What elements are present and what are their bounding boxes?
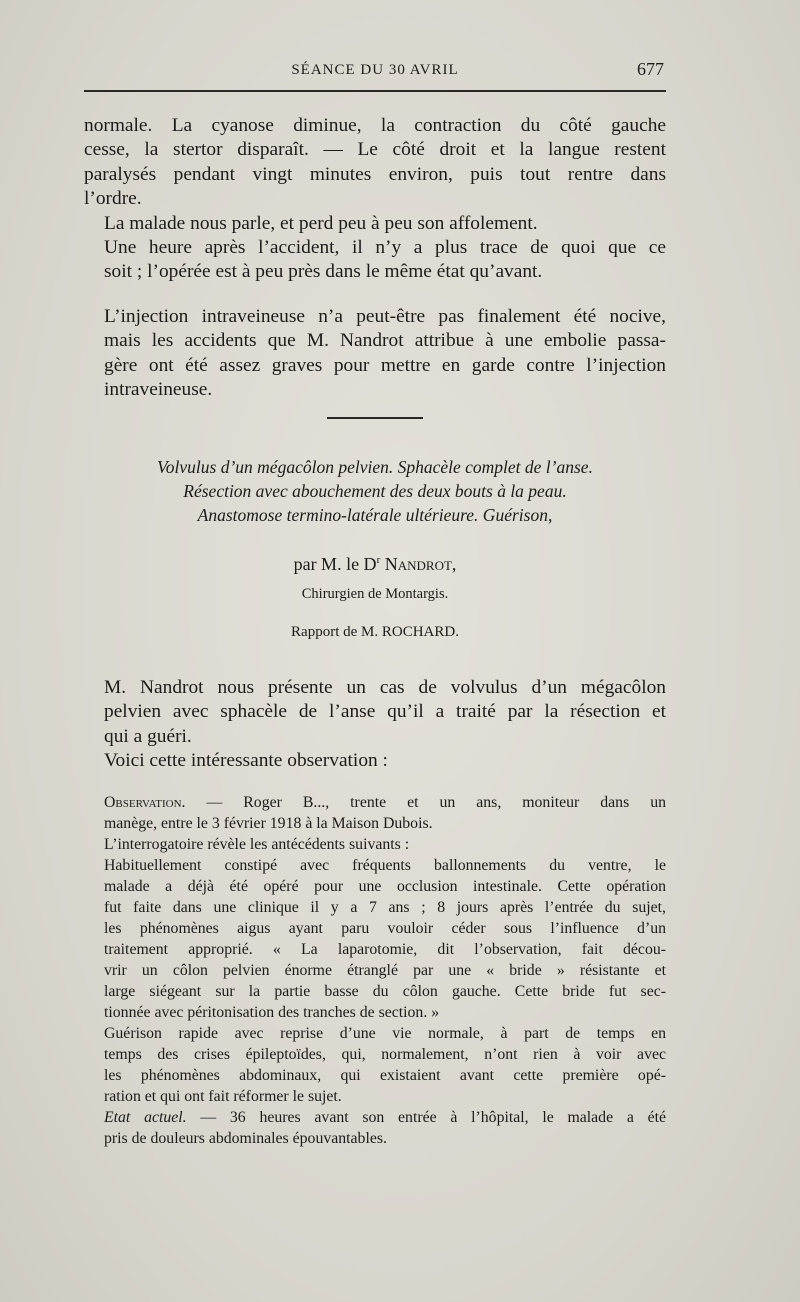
author-affiliation: Chirurgien de Montargis. [301,586,449,602]
intro-paragraph-4 [84,305,666,403]
text-line: manège, entre le 3 février 1918 à la Maison Dubois. [104,815,433,832]
observation-paragraph-3 [84,855,666,1023]
presentation-paragraph-1 [84,676,666,749]
etat-label: Etat actuel. [104,1109,187,1126]
text-line: Guérison rapide avec reprise d’une vie normale, à part de temps en [104,1025,666,1042]
author-name: Nandrot, [384,554,457,574]
text-line: fut faite dans une clinique il y a 7 ans ; 8 jours après l’entrée du sujet, [104,899,666,916]
text-line: malade a déjà été opéré pour une occlusion intestinale. Cette opération [104,878,666,895]
text-line: les phénomènes aigus ayant paru vouloir céder sous l’influence d’un [104,920,666,937]
text-line: pris de douleurs abdominales épouvantables. [104,1130,387,1147]
article-title [84,455,666,527]
text-line: tionnée avec péritonisation des tranches de section. » [104,1004,440,1021]
intro-paragraph-2 [84,212,666,236]
observation-intro: — Roger B..., trente et un ans, moniteur dans un [185,794,666,811]
text-line: La malade nous parle, et perd peu à peu son affolement. [104,212,538,234]
section-divider [327,417,423,419]
text-line: Une heure après l’accident, il n’y a plus trace de quoi que ce [104,237,666,259]
text-line: large siégeant sur la partie basse du côlon gauche. Cette bride fut sec- [104,983,666,1000]
text-line: vrir un côlon pelvien énorme étranglé par une « bride » résistante et [104,962,666,979]
author-superscript: r [376,554,381,566]
text-line: mais les accidents que M. Nandrot attribue à une embolie passa- [104,330,666,352]
author-line [84,554,666,575]
observation-paragraph-1 [84,792,666,834]
observation-paragraph-5 [84,1107,666,1149]
page-number: 677 [637,59,664,79]
text-line: cesse, la stertor disparaît. — Le côté droit et la langue restent [84,139,666,161]
text-line: qui a guéri. [104,725,192,747]
intro-paragraph-3 [84,236,666,285]
text-line: normale. La cyanose diminue, la contraction du côté gauche [84,115,666,136]
text-line: intraveineuse. [104,379,213,401]
author-prefix: par M. le D [293,554,377,574]
observation-paragraph-4 [84,1023,666,1107]
observation-paragraph-2 [84,834,666,855]
text-line [84,792,666,813]
presentation-text [84,676,666,774]
text-line: L’injection intraveineuse n’a peut-être pas finalement été nocive, [104,305,666,327]
report-line: Rapport de M. ROCHARD. [291,624,459,640]
text-line: traitement approprié. « La laparotomie, dit l’observation, fait décou- [104,941,666,958]
title-line: Résection avec abouchement des deux bouts à la peau. [183,481,567,501]
running-title: SÉANCE DU 30 AVRIL [291,62,459,78]
text-line: pelvien avec sphacèle de l’anse qu’il a traité par la résection et [104,701,666,723]
etat-intro: — 36 heures avant son entrée à l’hôpital, le malade a été [186,1109,666,1126]
observation-label: Observation. [104,794,186,811]
text-line: les phénomènes abdominaux, qui existaient avant cette première opé- [104,1067,666,1084]
intro-text [84,114,666,402]
text-line: l’ordre. [84,188,142,210]
text-line: L’interrogatoire révèle les antécédents suivants : [104,836,410,853]
text-line [84,1107,666,1128]
text-line: soit ; l’opérée est à peu près dans le même état qu’avant. [104,261,543,283]
text-line: Voici cette intéressante observation : [104,750,388,772]
title-line: Anastomose termino-latérale ultérieure. Guérison, [197,505,553,525]
text-line: gère ont été assez graves pour mettre en garde contre l’injection [104,354,666,376]
text-line: Habituellement constipé avec fréquents ballonnements du ventre, le [104,857,666,874]
title-line: Volvulus d’un mégacôlon pelvien. Sphacèle complet de l’anse. [157,457,593,477]
text-line: ration et qui ont fait réformer le sujet. [104,1088,342,1105]
text-line: temps des crises épileptoïdes, qui, normalement, n’ont rien à voir avec [104,1046,666,1063]
page-header [84,58,666,92]
text-line: paralysés pendant vingt minutes environ, puis tout rentre dans [84,163,666,185]
presentation-paragraph-2 [84,749,666,773]
observation-text [84,792,666,1149]
intro-paragraph-1 [84,114,666,212]
text-line: M. Nandrot nous présente un cas de volvulus d’un mégacôlon [104,677,666,698]
